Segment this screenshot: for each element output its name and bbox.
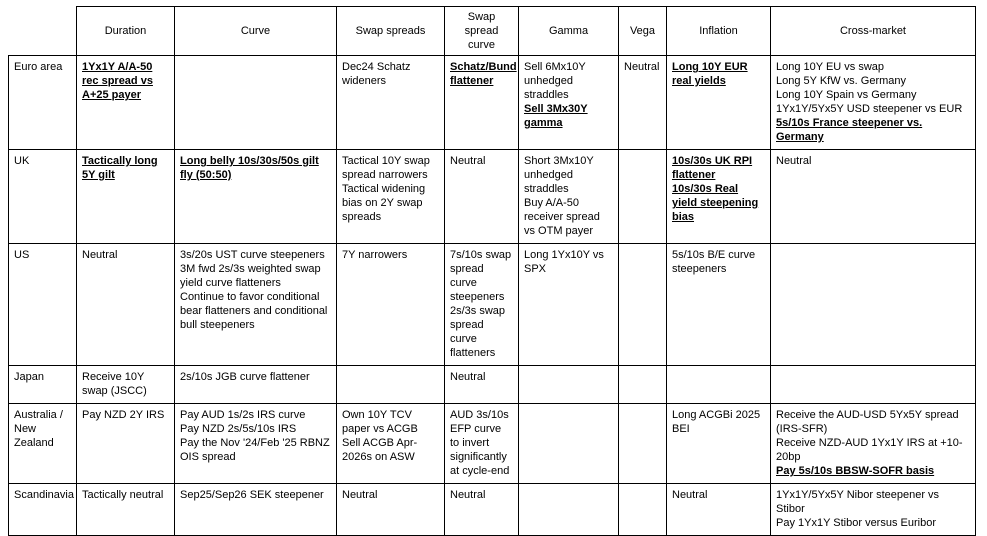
cell-line: Tactical 10Y swap spread narrowers [342, 155, 430, 181]
cell-line: Receive the AUD-USD 5Yx5Y spread (IRS-SFR) [776, 409, 959, 435]
cell-line: Tactical widening bias on 2Y swap spreads [342, 183, 426, 223]
cell-gamma [519, 484, 619, 536]
cell-line: Long 10Y Spain vs Germany [776, 89, 917, 101]
cell-line: 2s/3s swap spread curve flatteners [450, 305, 506, 359]
cell-line: 5s/10s France steepener vs. Germany [776, 117, 923, 143]
cell-swap-spread-curve [445, 56, 519, 150]
cell-line: Long belly 10s/30s/50s gilt fly (50:50) [180, 155, 319, 181]
header-cell-swap-spreads: Swap spreads [337, 7, 445, 56]
cell-vega [619, 56, 667, 150]
cell-duration [77, 150, 175, 244]
table-body [9, 56, 976, 536]
cell-swap-spread-curve [445, 484, 519, 536]
cell-gamma [519, 56, 619, 150]
cell-inflation [667, 244, 771, 366]
cell-line: AUD 3s/10s EFP curve to invert significantly at cycle-end [450, 409, 510, 477]
cell-cross-market [771, 366, 976, 404]
table-row [9, 56, 976, 150]
cell-line: Long 5Y KfW vs. Germany [776, 75, 907, 87]
cell-line: Pay AUD 1s/2s IRS curve [180, 409, 306, 421]
cell-line: Sep25/Sep26 SEK steepener [180, 489, 324, 501]
cell-duration [77, 366, 175, 404]
cell-line: 3M fwd 2s/3s weighted swap yield curve flatteners [180, 263, 321, 289]
cell-swap-spreads [337, 56, 445, 150]
cell-line: Neutral [450, 371, 486, 383]
cell-line: Sell 6Mx10Y unhedged straddles [524, 61, 586, 101]
cell-line: Short 3Mx10Y unhedged straddles [524, 155, 594, 195]
cell-line: Long 1Yx10Y vs SPX [524, 249, 604, 275]
cell-gamma [519, 404, 619, 484]
table-row [9, 484, 976, 536]
header-cell-inflation: Inflation [667, 7, 771, 56]
cell-line: Long ACGBi 2025 BEI [672, 409, 761, 435]
cell-cross-market [771, 150, 976, 244]
cell-line: Pay the Nov '24/Feb '25 RBNZ OIS spread [180, 437, 330, 463]
cell-line: Neutral [624, 61, 660, 73]
cell-duration [77, 404, 175, 484]
cell-line: Neutral [776, 155, 812, 167]
cell-gamma [519, 244, 619, 366]
cell-line: Tactically neutral [82, 489, 164, 501]
row-header-region: Japan [9, 366, 77, 404]
table-row [9, 244, 976, 366]
cell-inflation [667, 404, 771, 484]
header-cell-swap-spread-curve: Swap spread curve [445, 7, 519, 56]
row-header-region: UK [9, 150, 77, 244]
header-cell-curve: Curve [175, 7, 337, 56]
cell-line: Receive NZD-AUD 1Yx1Y IRS at +10-20bp [776, 437, 963, 463]
header-cell-gamma: Gamma [519, 7, 619, 56]
cell-inflation [667, 150, 771, 244]
cell-swap-spread-curve [445, 366, 519, 404]
cell-line: 5s/10s B/E curve steepeners [672, 249, 756, 275]
cell-curve [175, 366, 337, 404]
cell-curve [175, 56, 337, 150]
cell-duration [77, 244, 175, 366]
cell-line: Long 10Y EU vs swap [776, 61, 885, 73]
cell-inflation [667, 484, 771, 536]
table-row [9, 366, 976, 404]
cell-line: Neutral [342, 489, 378, 501]
table-header [9, 7, 976, 56]
cell-line: Neutral [450, 155, 486, 167]
cell-line: Pay 1Yx1Y Stibor versus Euribor [776, 517, 936, 529]
cell-vega [619, 244, 667, 366]
row-header-region: Australia / New Zealand [9, 404, 77, 484]
cell-inflation [667, 366, 771, 404]
cell-swap-spreads [337, 150, 445, 244]
cell-line: 1Yx1Y A/A-50 rec spread vs A+25 payer [82, 61, 153, 101]
header-cell-vega: Vega [619, 7, 667, 56]
cell-curve [175, 404, 337, 484]
cell-line: Neutral [450, 489, 486, 501]
cell-line: Pay 5s/10s BBSW-SOFR basis [776, 465, 935, 477]
cell-swap-spreads [337, 366, 445, 404]
cell-cross-market [771, 244, 976, 366]
cell-swap-spread-curve [445, 150, 519, 244]
cell-swap-spread-curve [445, 244, 519, 366]
cell-vega [619, 484, 667, 536]
cell-duration [77, 56, 175, 150]
cell-line: Continue to favor conditional bear flatteners and conditional bull steepeners [180, 291, 328, 331]
cell-cross-market [771, 56, 976, 150]
cell-inflation [667, 56, 771, 150]
cell-line: Long 10Y EUR real yields [672, 61, 748, 87]
cell-line: Pay NZD 2s/5s/10s IRS [180, 423, 297, 435]
cell-gamma [519, 366, 619, 404]
cell-line: Schatz/Bund flattener [450, 61, 517, 87]
cell-line: 3s/20s UST curve steepeners [180, 249, 325, 261]
row-header-region: US [9, 244, 77, 366]
cell-line: Buy A/A-50 receiver spread vs OTM payer [524, 197, 600, 237]
cell-line: 1Yx1Y/5Yx5Y USD steepener vs EUR [776, 103, 963, 115]
cell-swap-spread-curve [445, 404, 519, 484]
cell-line: Neutral [82, 249, 118, 261]
header-cell-duration: Duration [77, 7, 175, 56]
cell-swap-spreads [337, 244, 445, 366]
cell-swap-spreads [337, 404, 445, 484]
cell-line: Sell ACGB Apr-2026s on ASW [342, 437, 418, 463]
cell-swap-spreads [337, 484, 445, 536]
cell-vega [619, 366, 667, 404]
cell-line: Sell 3Mx30Y gamma [524, 103, 588, 129]
cell-line: Own 10Y TCV paper vs ACGB [342, 409, 418, 435]
cell-line: Tactically long 5Y gilt [82, 155, 158, 181]
document-page [0, 6, 987, 529]
cell-line: 2s/10s JGB curve flattener [180, 371, 310, 383]
cell-curve [175, 484, 337, 536]
row-header-region: Euro area [9, 56, 77, 150]
cell-line: 7Y narrowers [342, 249, 408, 261]
cell-curve [175, 150, 337, 244]
trade-recommendations-table [8, 6, 976, 536]
cell-duration [77, 484, 175, 536]
cell-line: Neutral [672, 489, 708, 501]
cell-vega [619, 150, 667, 244]
cell-cross-market [771, 484, 976, 536]
cell-line: 10s/30s UK RPI flattener [672, 155, 753, 181]
table-row [9, 404, 976, 484]
table-row [9, 150, 976, 244]
cell-line: 1Yx1Y/5Yx5Y Nibor steepener vs Stibor [776, 489, 940, 515]
cell-line: 10s/30s Real yield steepening bias [672, 183, 759, 223]
header-cell-cross-market: Cross-market [771, 7, 976, 56]
cell-gamma [519, 150, 619, 244]
cell-vega [619, 404, 667, 484]
header-row [9, 7, 976, 56]
header-cell-corner [9, 7, 77, 56]
cell-line: Dec24 Schatz wideners [342, 61, 411, 87]
cell-curve [175, 244, 337, 366]
row-header-region: Scandinavia [9, 484, 77, 536]
cell-line: Pay NZD 2Y IRS [82, 409, 165, 421]
cell-line: Receive 10Y swap (JSCC) [82, 371, 147, 397]
cell-cross-market [771, 404, 976, 484]
cell-line: 7s/10s swap spread curve steepeners [450, 249, 512, 303]
